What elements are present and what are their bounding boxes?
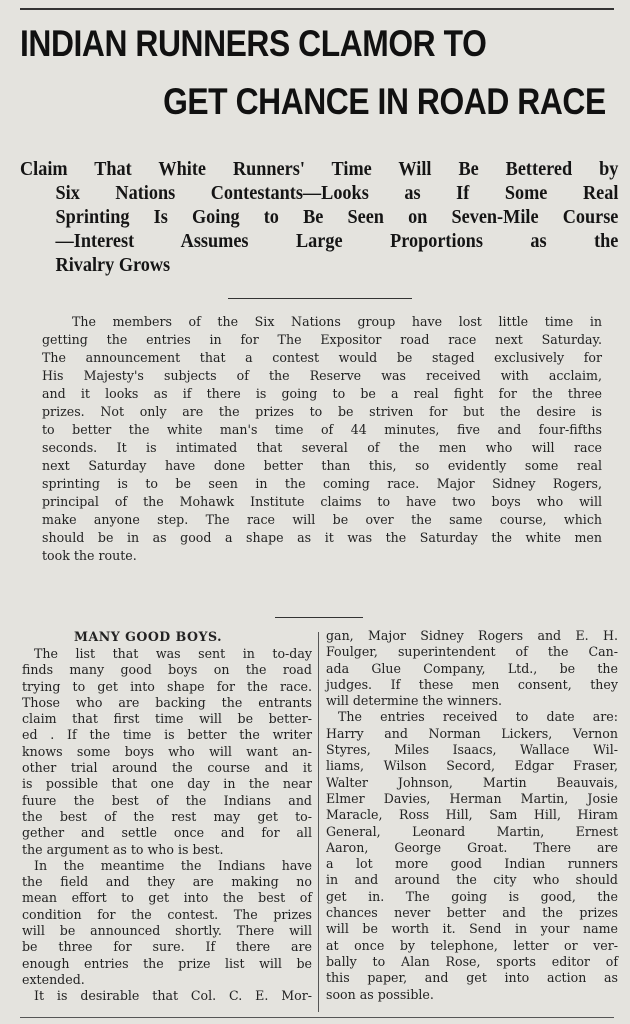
- section-rule: [275, 617, 363, 618]
- text-line: should be in as good a shape as it was the Saturday the white men: [42, 530, 602, 545]
- text-line: fuure the best of the Indians and: [22, 792, 312, 808]
- text-line: make anyone step. The race will be over the same course, which: [42, 512, 602, 527]
- text-line: General, Leonard Martin, Ernest: [326, 823, 618, 839]
- text-line: the argument as to who is best.: [22, 841, 224, 857]
- text-line: Maracle, Ross Hill, Sam Hill, Hiram: [326, 807, 618, 823]
- text-line: Those who are backing the entrants: [22, 694, 312, 710]
- text-line: and it looks as if there is going to be a real fight for the three: [42, 386, 602, 401]
- text-line: took the route.: [42, 548, 137, 563]
- text-line: to better the white man's time of 44 minutes, five and four-fifths: [42, 422, 602, 437]
- text-line: claim that first time will be better-: [22, 711, 312, 727]
- deck-line: Rivalry Grows: [55, 255, 171, 276]
- text-line: ed . If the time is better the writer: [22, 727, 312, 743]
- bottom-rule: [20, 1017, 614, 1018]
- deck-line: —Interest Assumes Large Proportions as the: [55, 231, 619, 252]
- text-line: next Saturday have done better than this, so evidently some real: [42, 458, 602, 473]
- text-line: judges. If these men consent, they: [326, 676, 618, 692]
- text-line: in and around the city who should: [326, 872, 618, 888]
- text-line: finds many good boys on the road: [22, 662, 312, 678]
- text-line: His Majesty's subjects of the Reserve was received with acclaim,: [42, 368, 602, 383]
- text-line: It is desirable that Col. C. E. Mor-: [34, 988, 312, 1004]
- text-line: knows some boys who will want an-: [22, 743, 312, 759]
- text-line: the field and they are making no: [22, 874, 312, 890]
- text-line: mean effort to get into the best of: [22, 890, 312, 906]
- text-line: get in. The going is good, the: [326, 888, 618, 904]
- deck-line: Sprinting Is Going to Be Seen on Seven-Mile Course: [55, 207, 619, 228]
- section-rule: [228, 298, 412, 299]
- text-line: In the meantime the Indians have: [34, 857, 312, 873]
- text-line: seconds. It is intimated that several of the men who will race: [42, 440, 602, 455]
- lead-paragraph: [42, 313, 602, 565]
- text-line: enough entries the prize list will be: [22, 955, 312, 971]
- deck-subheadline: [20, 158, 618, 278]
- text-line: liams, Wilson Secord, Edgar Fraser,: [326, 758, 618, 774]
- text-line: gan, Major Sidney Rogers and E. H.: [326, 628, 618, 643]
- text-line: principal of the Mohawk Institute claims to have two boys who will: [42, 494, 602, 509]
- text-line: bally to Alan Rose, sports editor of: [326, 953, 618, 969]
- headline-line-1: INDIAN RUNNERS CLAMOR TO: [20, 23, 487, 64]
- top-rule: [20, 8, 614, 10]
- text-line: Foulger, superintendent of the Can-: [326, 644, 618, 660]
- column-divider: [318, 632, 319, 1012]
- headline-line-2: GET CHANCE IN ROAD RACE: [163, 81, 606, 122]
- text-line: sprinting is to be seen in the coming race. Major Sidney Rogers,: [42, 476, 602, 491]
- text-line: getting the entries in for The Expositor road race next Saturday.: [42, 332, 602, 347]
- deck-line: Claim That White Runners' Time Will Be Bettered by: [20, 159, 619, 180]
- text-line: will determine the winners.: [326, 693, 503, 709]
- text-line: Walter Johnson, Martin Beauvais,: [326, 774, 618, 790]
- subhead: MANY GOOD BOYS.: [74, 629, 222, 644]
- text-line: trying to get into shape for the race.: [22, 678, 312, 694]
- text-line: is possible that one day in the near: [22, 776, 312, 792]
- text-line: ada Glue Company, Ltd., be the: [326, 660, 618, 676]
- text-line: The members of the Six Nations group have lost little time in: [72, 314, 602, 329]
- left-column: [22, 628, 312, 1005]
- text-line: be three for sure. If there are: [22, 939, 312, 955]
- text-line: The announcement that a contest would be staged exclusively for: [42, 350, 602, 365]
- text-line: gether and settle once and for all: [22, 825, 312, 841]
- deck-line: Six Nations Contestants—Looks as If Some Real: [55, 183, 619, 204]
- text-line: a lot more good Indian runners: [326, 856, 618, 872]
- text-line: prizes. Not only are the prizes to be striven for but the desire is: [42, 404, 602, 419]
- text-line: other trial around the course and it: [22, 760, 312, 776]
- text-line: chances never better and the prizes: [326, 905, 618, 921]
- text-line: Styres, Miles Isaacs, Wallace Wil-: [326, 742, 618, 758]
- text-line: Elmer Davies, Herman Martin, Josie: [326, 790, 618, 806]
- text-line: the best of the rest may get to-: [22, 808, 312, 824]
- text-line: at once by telephone, letter or ver-: [326, 937, 618, 953]
- text-line: extended.: [22, 971, 85, 987]
- text-line: this paper, and get into action as: [326, 970, 618, 986]
- right-column: [326, 628, 618, 1003]
- text-line: condition for the contest. The prizes: [22, 906, 312, 922]
- text-line: soon as possible.: [326, 986, 434, 1002]
- text-line: The entries received to date are:: [338, 709, 618, 725]
- text-line: Harry and Norman Lickers, Vernon: [326, 725, 618, 741]
- text-line: will be worth it. Send in your name: [326, 921, 618, 937]
- text-line: The list that was sent in to-day: [34, 646, 312, 661]
- text-line: Aaron, George Groat. There are: [326, 839, 618, 855]
- text-line: will be announced shortly. There will: [22, 923, 312, 939]
